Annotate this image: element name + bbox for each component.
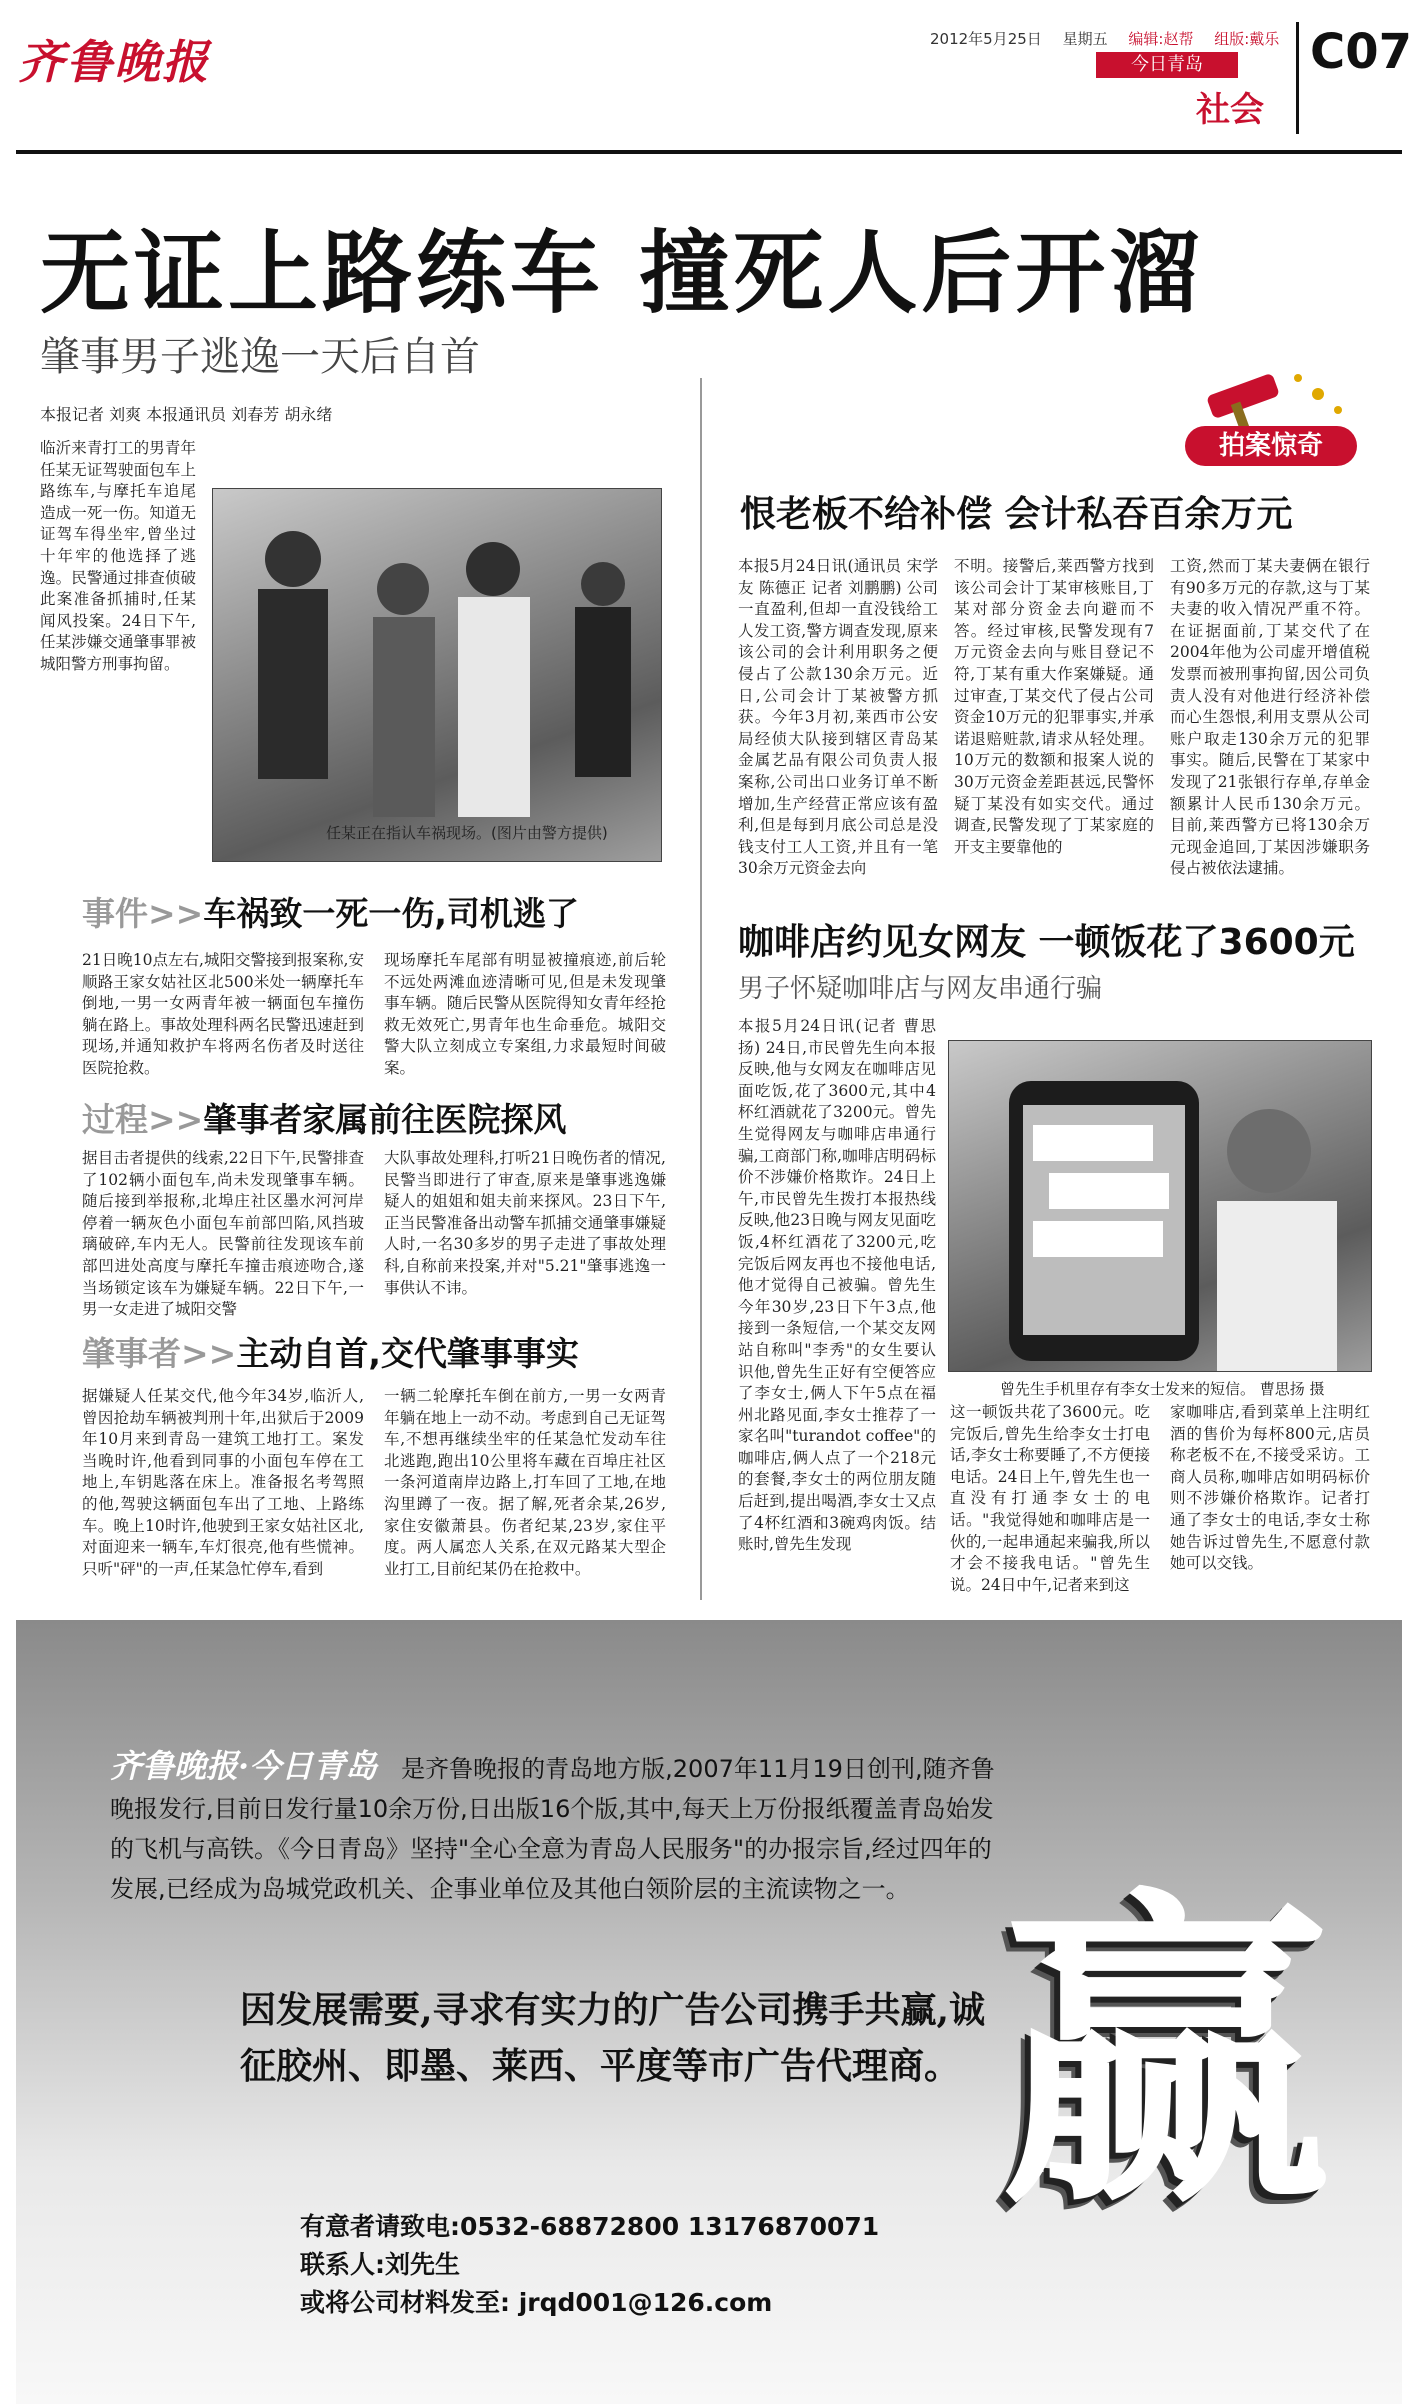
story2-col3: 工资,然而丁某夫妻俩在银行有90多万元的存款,这与丁某夫妻的收入情况严重不符。在证据面前,丁某交代了在2004年他为公司虚开增值税发票而被刑事拘留,因公司负责人没有对他进行经济补偿而心生怨恨,利用支票从公司账户取走130余万元的犯罪事实。随后,民警在丁某家中发现了21张银行存单,存单金额累计人民币130余万元。目前,莱西警方已将130余万元现金追回,丁某因涉嫌职务侵占被依法逮捕。: [1170, 557, 1370, 878]
ad-phone: 有意者请致电:0532-68872800 13176870071: [300, 2212, 880, 2241]
section-label: 肇事者>>: [82, 1334, 237, 1373]
story3-col3: 家咖啡店,看到菜单上注明红酒的售价为每杯800元,店员称老板不在,不接受采访。工商人员称,咖啡店如明码标价则不涉嫌价格欺诈。记者打通了李女士的电话,李女士称她告诉过曾先生,不愿意付款她可以交钱。: [1170, 1403, 1370, 1573]
story2-col2: 不明。接警后,莱西警方找到该公司会计丁某审核账目,丁某对部分资金去向避而不答。经过审核,民警发现有7万元资金去向与账目登记不符,丁某有重大作案嫌疑。通过审查,丁某交代了侵占公司资金10万元的犯罪事实,并承诺退赔赃款,请求从轻处理。10万元的数额和报案人说的30万元资金差距甚远,民警怀疑丁某没有如实交代。通过调查,民警发现了丁某家庭的开支主要靠他的: [954, 557, 1154, 856]
section-title: 主动自首,交代肇事事实: [236, 1334, 579, 1373]
lead-photo-caption: 任某正在指认车祸现场。(图片由警方提供): [326, 824, 608, 842]
editor-credit: 编辑:赵帮: [1128, 30, 1194, 48]
story3-headline: 咖啡店约见女网友 一顿饭花了3600元: [738, 922, 1355, 963]
issue-date: 2012年5月25日: [930, 30, 1042, 48]
lead-intro: 临沂来青打工的男青年任某无证驾驶面包车上路练车,与摩托车追尾造成一死一伤。知道无证驾车得坐牢,曾坐过十年牢的他选择了逃逸。民警通过排查侦破此案准备抓捕时,任某闻风投案。24日下午,任某涉嫌交通肇事罪被城阳警方刑事拘留。: [40, 439, 196, 673]
section-event-col2: 现场摩托车尾部有明显被撞痕迹,前后轮不远处两滩血迹清晰可见,但是未发现肇事车辆。随后民警从医院得知女青年经抢救无效死亡,男青年也生命垂危。城阳交警大队立刻成立专案组,力求最短时间破案。: [384, 951, 666, 1077]
story3-col2: 这一顿饭共花了3600元。吃完饭后,曾先生给李女士打电话,李女士称要睡了,不方便接电话。24日上午,曾先生也一直没有打通李女士的电话。"我觉得她和咖啡店是一伙的,一起串通起来骗我,所以才会不接我电话。"曾先生说。24日中午,记者来到这: [950, 1403, 1150, 1594]
story2-headline: 恨老板不给补偿 会计私吞百余万元: [740, 494, 1293, 535]
ad-big-character: 赢: [1000, 1863, 1330, 2247]
section-label: 过程>>: [82, 1100, 204, 1139]
ad-main-text: 因发展需要,寻求有实力的广告公司携手共赢,诚征胶州、即墨、莱西、平度等市广告代理商。: [240, 1989, 986, 2087]
page-number: C07: [1310, 24, 1413, 80]
masthead-divider: [1296, 22, 1299, 134]
section-event-col1: 21日晚10点左右,城阳交警接到报案称,安顺路王家女姑社区北500米处一辆摩托车倒地,一男一女两青年被一辆面包车撞伤躺在路上。事故处理科两名民警迅速赶到现场,并通知救护车将两名伤者及时送往医院抢救。: [82, 951, 364, 1077]
section-suspect-col1: 据嫌疑人任某交代,他今年34岁,临沂人,曾因抢劫车辆被判刑十年,出狱后于2009年10月来到青岛一建筑工地打工。案发当晚时许,他看到同事的小面包车停在工地上,车钥匙落在床上。准备报名考驾照的他,驾驶这辆面包车出了工地、上路练车。晚上10时许,他驶到王家女姑社区北,对面迎来一辆车,车灯很亮,他有些慌神。只听"砰"的一声,任某急忙停车,看到: [82, 1387, 364, 1578]
section-tag: 今日青岛: [1096, 52, 1238, 78]
phone-photo-image: [949, 1041, 1371, 1371]
story2-col1: 本报5月24日讯(通讯员 宋学友 陈德正 记者 刘鹏鹏) 公司一直盈利,但却一直没钱给工人发工资,警方调查发现,原来该公司的会计利用职务之便侵占了公款130余万元。近日,公司会计丁某被警方抓获。今年3月初,莱西市公安局经侦大队接到辖区青岛某金属艺品有限公司负责人报案称,公司出口业务订单不断增加,生产经营正常应该有盈利,但是每到月底公司总是没钱支付工人工资,并且有一笔30余万元资金去向: [738, 557, 938, 878]
section-name: 社会: [1196, 90, 1264, 130]
ad-contact-block: [300, 2208, 879, 2322]
section-process-col2: 大队事故处理科,打听21日晚伤者的情况,民警当即进行了审查,原来是肇事逃逸嫌疑人的姐姐和姐夫前来探风。23日下午,正当民警准备出动警车抓捕交通肇事嫌疑人时,一名30多岁的男子走进了事故处理科,自称前来投案,并对"5.21"肇事逃逸一事供认不讳。: [384, 1149, 666, 1297]
ad-email: 或将公司材料发至: jrqd001@126.com: [300, 2288, 773, 2317]
section-head-process: [82, 1094, 566, 1141]
section-head-event: [82, 888, 579, 935]
issue-meta: [930, 28, 1295, 49]
lead-subhead: 肇事男子逃逸一天后自首: [40, 334, 480, 380]
newspaper-logo: 齐鲁晚报: [18, 35, 210, 89]
story3-photo: [948, 1040, 1372, 1372]
layout-credit: 组版:戴乐: [1214, 30, 1280, 48]
ad-contact-person: 联系人:刘先生: [300, 2250, 460, 2279]
section-title: 肇事者家属前往医院探风: [203, 1100, 567, 1139]
section-title: 车祸致一死一伤,司机逃了: [203, 894, 579, 933]
section-head-suspect: [82, 1328, 579, 1375]
story3-col1: 本报5月24日讯(记者 曹思扬) 24日,市民曾先生向本报反映,他与女网友在咖啡店见面吃饭,花了3600元,其中4杯红酒就花了3200元。曾先生觉得网友与咖啡店串通行骗,工商部门称,咖啡店明码标价不涉嫌价格欺诈。24日上午,市民曾先生拨打本报热线反映,他23日晚与网友见面吃饭,4杯红酒花了3200元,吃完饭后网友再也不接他电话,他才觉得自己被骗。曾先生今年30岁,23日下午3点,他接到一条短信,一个某交友网站自称叫"李秀"的女生要认识他,曾先生正好有空便答应了李女士,俩人下午5点在福州北路见面,李女士推荐了一家名叫"turandot coffee"的咖啡店,俩人点了一个218元的套餐,李女士的两位朋友随后赶到,提出喝酒,李女士又点了4杯红酒和3碗鸡肉饭。结账时,曾先生发现: [738, 1017, 936, 1554]
ad-intro-text: [110, 1746, 1010, 1909]
top-rule: [16, 150, 1402, 154]
section-label: 事件>>: [82, 894, 204, 933]
ad-intro: 是齐鲁晚报的青岛地方版,2007年11月19日创刊,随齐鲁晚报发行,目前日发行量10余万份,日出版16个版,其中,每天上万份报纸覆盖青岛始发的飞机与高铁。《今日青岛》坚持"全心全意为青岛人民服务"的办报宗旨,经过四年的发展,已经成为岛城党政机关、企事业单位及其他白领阶层的主流读物之一。: [110, 1755, 995, 1903]
ad-logo: 齐鲁晚报·今日青岛: [110, 1747, 378, 1785]
story3-photo-caption: 曾先生手机里存有李女士发来的短信。 曹思扬 摄: [1000, 1380, 1325, 1398]
police-figures-image: [213, 489, 661, 861]
story3-subhead: 男子怀疑咖啡店与网友串通行骗: [738, 974, 1103, 1004]
section-process-col1: 据目击者提供的线索,22日下午,民警排查了102辆小面包车,尚未发现肇事车辆。随后接到举报称,北埠庄社区墨水河河岸停着一辆灰色小面包车前部凹陷,风挡玻璃破碎,车内无人。民警前往发现该车前部凹进处高度与摩托车撞击痕迹吻合,遂当场锁定该车为嫌疑车辆。22日下午,一男一女走进了城阳交警: [82, 1149, 364, 1319]
lead-photo: [212, 488, 662, 862]
section-suspect-col2: 一辆二轮摩托车倒在前方,一男一女两青年躺在地上一动不动。考虑到自己无证驾车,不想再继续坐牢的任某急忙发动车往北逃跑,跑出10公里将车藏在百埠庄社区一条河道南岸边路上,打车回了工地,在地沟里蹲了一夜。据了解,死者余某,26岁,家住安徽萧县。伤者纪某,23岁,家住平度。两人属恋人关系,在双元路某大型企业打工,目前纪某仍在抢救中。: [384, 1387, 666, 1578]
lead-byline: 本报记者 刘爽 本报通讯员 刘春芳 胡永绪: [40, 405, 333, 424]
issue-weekday: 星期五: [1062, 30, 1108, 48]
badge-label: 拍案惊奇: [1185, 426, 1357, 466]
lead-headline: 无证上路练车 撞死人后开溜: [40, 221, 1204, 326]
